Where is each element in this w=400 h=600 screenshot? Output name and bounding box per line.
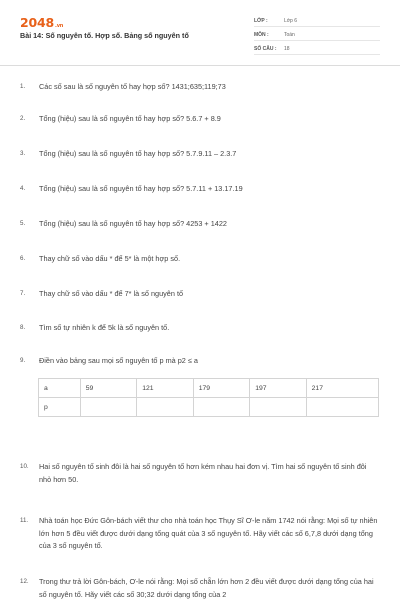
- question-text: Thay chữ số vào dấu * để 5* là một hợp số.: [39, 254, 181, 263]
- table-cell: a: [39, 379, 81, 398]
- question-text: Nhà toán học Đức Gôn-bách viết thư cho nhà toán học Thụy Sĩ Ơ-le năm 1742 nói rằng: Mọi số tự nhiên lớn hơn 5 đều viết được dưới dạng tổng quát của 3 số nguyên tố. Hãy viết các số 6,7,8 dưới dạng tổng của 3 số nguyên tố.: [39, 516, 378, 550]
- meta-subject-row: [254, 28, 380, 41]
- question-number: 1.: [20, 83, 26, 90]
- table-cell: 121: [137, 379, 193, 398]
- meta-class-label: LỚP :: [254, 18, 268, 24]
- logo-suffix: .vn: [55, 23, 64, 29]
- table-cell: 59: [80, 379, 136, 398]
- document-title: Bài 14: Số nguyên tố. Hợp số. Bảng số nguyên tố: [20, 31, 189, 40]
- question-number: 9.: [20, 357, 26, 364]
- table-cell: 179: [193, 379, 249, 398]
- question-number: 4.: [20, 185, 26, 192]
- meta-subject-value: Toán: [284, 32, 295, 38]
- table-cell-empty[interactable]: [137, 398, 193, 417]
- prime-fill-table: [38, 378, 379, 417]
- page-header: [0, 0, 400, 66]
- question-number: 12.: [20, 578, 29, 585]
- meta-count-row: [254, 42, 380, 55]
- question-text: Tìm số tự nhiên k để 5k là số nguyên tố.: [39, 323, 170, 332]
- table-row-p: [39, 398, 379, 417]
- table-cell-empty[interactable]: [306, 398, 378, 417]
- table-row-a: [39, 379, 379, 398]
- table-cell: 197: [250, 379, 306, 398]
- table-cell: 217: [306, 379, 378, 398]
- meta-class-row: [254, 14, 380, 27]
- question-text: Trong thư trả lời Gôn-bách, Ơ-le nói rằng: Mọi số chẵn lớn hơn 2 đều viết được dưới dạng tổng của hai số nguyên tố. Hãy viết các số 30;32 dưới dạng tổng của 2: [39, 577, 374, 599]
- question-number: 7.: [20, 290, 26, 297]
- question-text: Tổng (hiệu) sau là số nguyên tố hay hợp số? 5.7.11 + 13.17.19: [39, 184, 243, 193]
- question-text: Điền vào bảng sau mọi số nguyên tố p mà p2 ≤ a: [39, 356, 198, 365]
- question-text: Các số sau là số nguyên tố hay hợp số? 1431;635;119;73: [39, 82, 226, 91]
- question-number: 5.: [20, 220, 26, 227]
- meta-subject-label: MÔN :: [254, 32, 269, 38]
- table-cell-empty[interactable]: [80, 398, 136, 417]
- question-number: 3.: [20, 150, 26, 157]
- site-logo[interactable]: [20, 15, 63, 30]
- question-number: 10.: [20, 463, 29, 470]
- meta-count-value: 18: [284, 46, 290, 52]
- question-number: 8.: [20, 324, 26, 331]
- meta-class-value: Lớp 6: [284, 18, 298, 24]
- table-cell-empty[interactable]: [193, 398, 249, 417]
- question-text: Thay chữ số vào dấu * để 7* là số nguyên tố: [39, 289, 184, 298]
- question-text: Tổng (hiệu) sau là số nguyên tố hay hợp số? 5.6.7 + 8.9: [39, 114, 221, 123]
- question-number: 6.: [20, 255, 26, 262]
- question-text: Tổng (hiệu) sau là số nguyên tố hay hợp số? 4253 + 1422: [39, 219, 227, 228]
- question-number: 2.: [20, 115, 26, 122]
- table-cell-empty[interactable]: [250, 398, 306, 417]
- question-text: Tổng (hiệu) sau là số nguyên tố hay hợp số? 5.7.9.11 – 2.3.7: [39, 149, 237, 158]
- table-cell: p: [39, 398, 81, 417]
- meta-count-label: SỐ CÂU :: [254, 46, 277, 52]
- question-number: 11.: [20, 517, 29, 524]
- logo-text: 2048: [20, 15, 54, 30]
- question-text: Hai số nguyên tố sinh đôi là hai số nguyên tố hơn kém nhau hai đơn vị. Tìm hai số nguyên tố sinh đôi nhỏ hơn 50.: [39, 462, 367, 484]
